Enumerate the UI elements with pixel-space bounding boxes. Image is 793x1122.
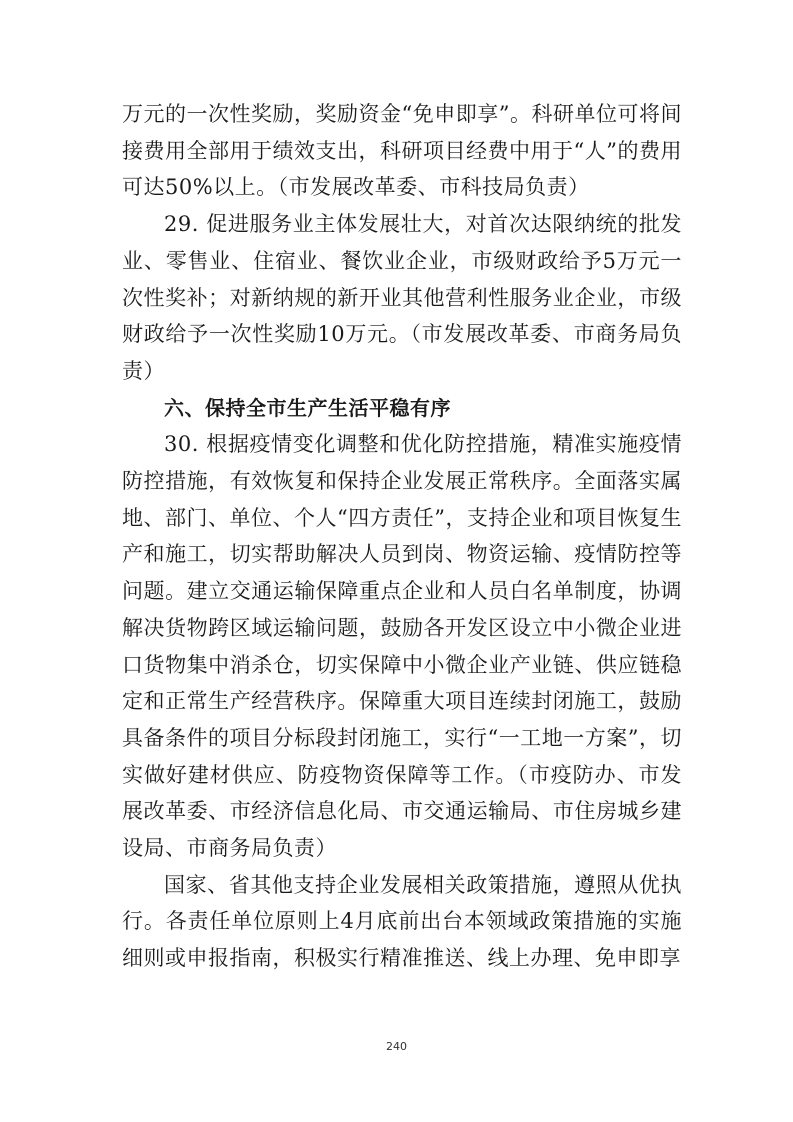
section-heading: 六、保持全市生产生活平稳有序 xyxy=(164,395,451,420)
paragraph-item-30: 30. 根据疫情变化调整和优化防控措施，精准实施疫情防控措施，有效恢复和保持企业发展正常秩序。全面落实属地、部门、单位、个人“四方责任”，支持企业和项目恢复生产和施工，切实帮助解决人员到岗、物资运输、疫情防控等问题。建立交通运输保障重点企业和人员白名单制度，协调解决货物跨区域运输问题，鼓励各开发区设立中小微企业进口货物集中消杀仓，切实保障中小微企业产业链、供应链稳定和正常生产经营秩序。保障重大项目连续封闭施工，鼓励具备条件的项目分标段封闭施工，实行“一工地一方案”，切实做好建材供应、防疫物资保障等工作。（市疫防办、市发展改革委、市经济信息化局、市交通运输局、市住房城乡建设局、市商务局负责） xyxy=(122,432,682,861)
paragraph-continuation: 万元的一次性奖励，奖励资金“免申即享”。科研单位可将间接费用全部用于绩效支出，科研项目经费中用于“人”的费用可达50%以上。（市发展改革委、市科技局负责） xyxy=(122,102,682,200)
paragraph-item-29: 29. 促进服务业主体发展壮大，对首次达限纳统的批发业、零售业、住宿业、餐饮业企业，市级财政给予5万元一次性奖补；对新纳规的新开业其他营利性服务业企业，市级财政给予一次性奖励10万元。（市发展改革委、市商务局负责） xyxy=(122,212,682,383)
page-number: 240 xyxy=(386,1040,407,1053)
paragraph-closing: 国家、省其他支持企业发展相关政策措施，遵照从优执行。各责任单位原则上4月底前出台本领域政策措施的实施细则或申报指南，积极实行精准推送、线上办理、免申即享 xyxy=(122,872,682,971)
document-body xyxy=(122,96,682,977)
